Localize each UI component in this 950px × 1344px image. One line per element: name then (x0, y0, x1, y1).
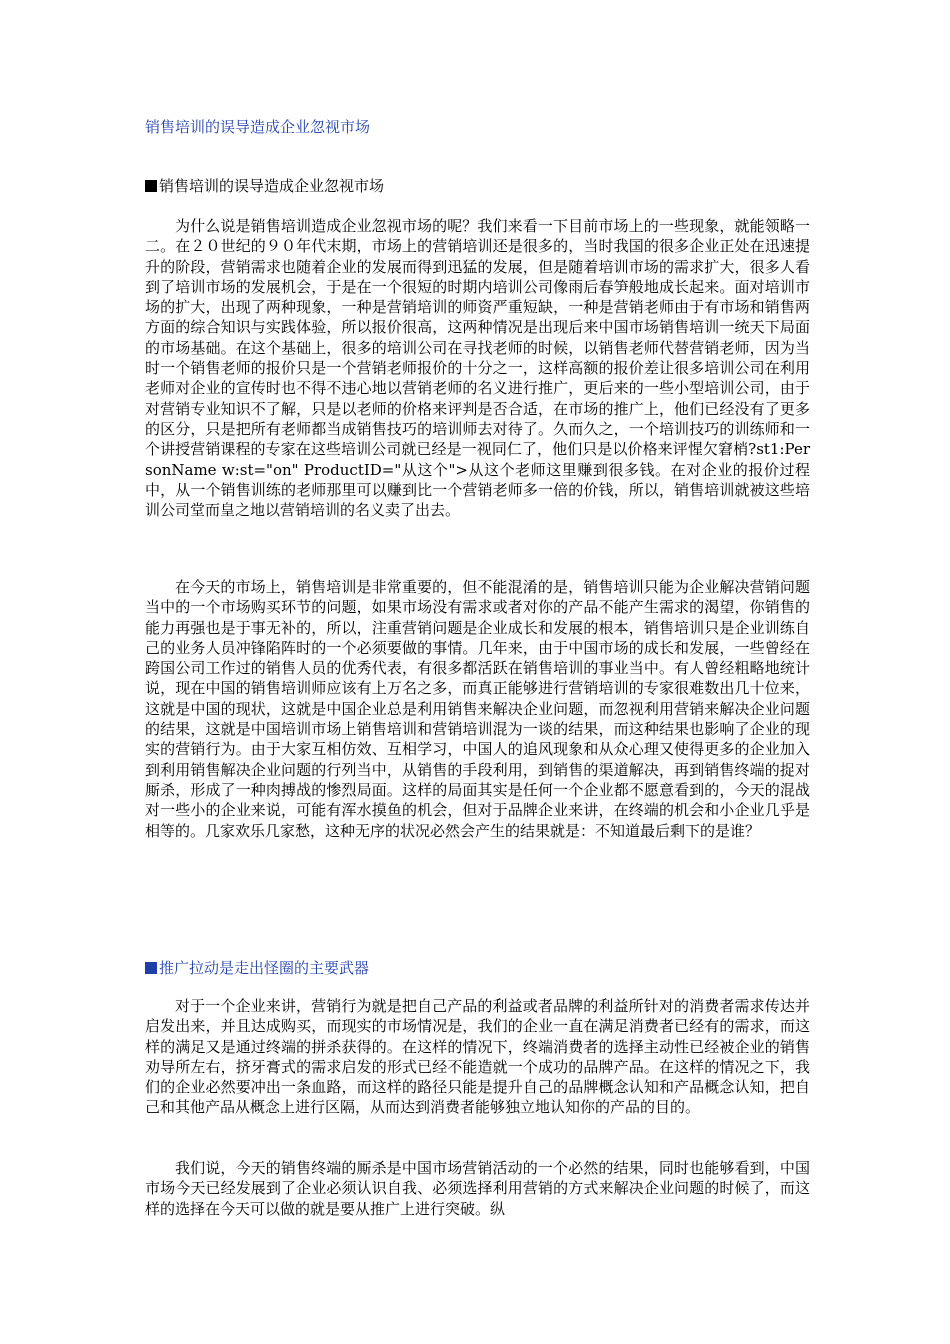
paragraph: 在今天的市场上，销售培训是非常重要的，但不能混淆的是，销售培训只能为企业解决营销问题当中的一个市场购买环节的问题，如果市场没有需求或者对你的产品不能产生需求的渴望，你销售的能力再强也是于事无补的，所以，注重营销问题是企业成长和发展的根本，销售培训只是企业训练自己的业务人员冲锋陷阵时的一个必须要做的事情。几年来，由于中国市场的成长和发展，一些曾经在跨国公司工作过的销售人员的优秀代表，有很多都活跃在销售培训的事业当中。有人曾经粗略地统计说，现在中国的销售培训师应该有上万名之多，而真正能够进行营销培训的专家很难数出几十位来，这就是中国的现状，这就是中国企业总是利用销售来解决企业问题，而忽视利用营销来解决企业问题的结果，这就是中国培训市场上销售培训和营销培训混为一谈的结果，而这种结果也影响了企业的现实的营销行为。由于大家互相仿效、互相学习，中国人的追风现象和从众心理又使得更多的企业加入到利用销售解决企业问题的行列当中，从销售的手段利用，到销售的渠道解决，再到销售终端的捉对厮杀，形成了一种肉搏战的惨烈局面。这样的局面其实是任何一个企业都不愿意看到的，今天的混战对一些小的企业来说，可能有浑水摸鱼的机会，但对于品牌企业来讲，在终端的机会和小企业几乎是相等的。几家欢乐几家愁，这种无序的状况必然会产生的结果就是：不知道最后剩下的是谁？ (145, 578, 810, 840)
section-heading-1 (145, 176, 384, 196)
square-bullet-icon (145, 180, 157, 192)
paragraph: 为什么说是销售培训造成企业忽视市场的呢？我们来看一下目前市场上的一些现象，就能领略一二。在２０世纪的９０年代末期，市场上的营销培训还是很多的，当时我国的很多企业正处在迅速提升的阶段，营销需求也随着企业的发展而得到迅猛的发展，但是随着培训市场的需求扩大，很多人看到了培训市场的发展机会，于是在一个很短的时期内培训公司像雨后春笋般地成长起来。面对培训市场的扩大，出现了两种现象，一种是营销培训的师资严重短缺，一种是营销老师由于有市场和销售两方面的综合知识与实践体验，所以报价很高，这两种情况是出现后来中国市场销售培训一统天下局面的市场基础。在这个基础上，很多的培训公司在寻找老师的时候，以销售老师代替营销老师，因为当时一个销售老师的报价只是一个营销老师报价的十分之一，这样高额的报价差让很多培训公司在利用老师对企业的宣传时也不得不违心地以营销老师的名义进行推广，更后来的一些小型培训公司，由于对营销专业知识不了解，只是以老师的价格来评判是否合适，在市场的推广上，他们已经没有了更多的区分，只是把所有老师都当成销售技巧的培训师去对待了。久而久之，一个培训技巧的训练师和一个讲授营销课程的专家在这些培训公司就已经是一视同仁了，他们只是以价格来评惺欠窘梢?st1:PersonName w:st="on" ProductID="从这个">从这个老师这里赚到很多钱。在对企业的报价过程中，从一个销售训练的老师那里可以赚到比一个营销老师多一倍的价钱，所以，销售培训就被这些培训公司堂而皇之地以营销培训的名义卖了出去。 (145, 217, 810, 520)
paragraph: 对于一个企业来讲，营销行为就是把自己产品的利益或者品牌的利益所针对的消费者需求传达并启发出来，并且达成购买，而现实的市场情况是，我们的企业一直在满足消费者已经有的需求，而这样的满足又是通过终端的拼杀获得的。在这样的情况下，终端消费者的选择主动性已经被企业的销售劝导所左右，挤牙膏式的需求启发的形式已经不能造就一个成功的品牌产品。在这样的情况之下，我们的企业必然要冲出一条血路，而这样的路径只能是提升自己的品牌概念认知和产品概念认知，把自己和其他产品从概念上进行区隔，从而达到消费者能够独立地认知你的产品的目的。 (145, 997, 810, 1117)
section-heading-1-text: 销售培训的误导造成企业忽视市场 (159, 177, 385, 195)
section-heading-2-text: 推广拉动是走出怪圈的主要武器 (159, 959, 370, 977)
paragraph: 我们说，今天的销售终端的厮杀是中国市场营销活动的一个必然的结果，同时也能够看到，中国市场今天已经发展到了企业必须认识自我、必须选择利用营销的方式来解决企业问题的时候了，而这样的选择在今天可以做的就是要从推广上进行突破。纵 (145, 1159, 810, 1218)
square-bullet-icon (145, 962, 157, 974)
section-heading-2 (145, 958, 369, 978)
document-title: 销售培训的误导造成企业忽视市场 (145, 118, 371, 136)
